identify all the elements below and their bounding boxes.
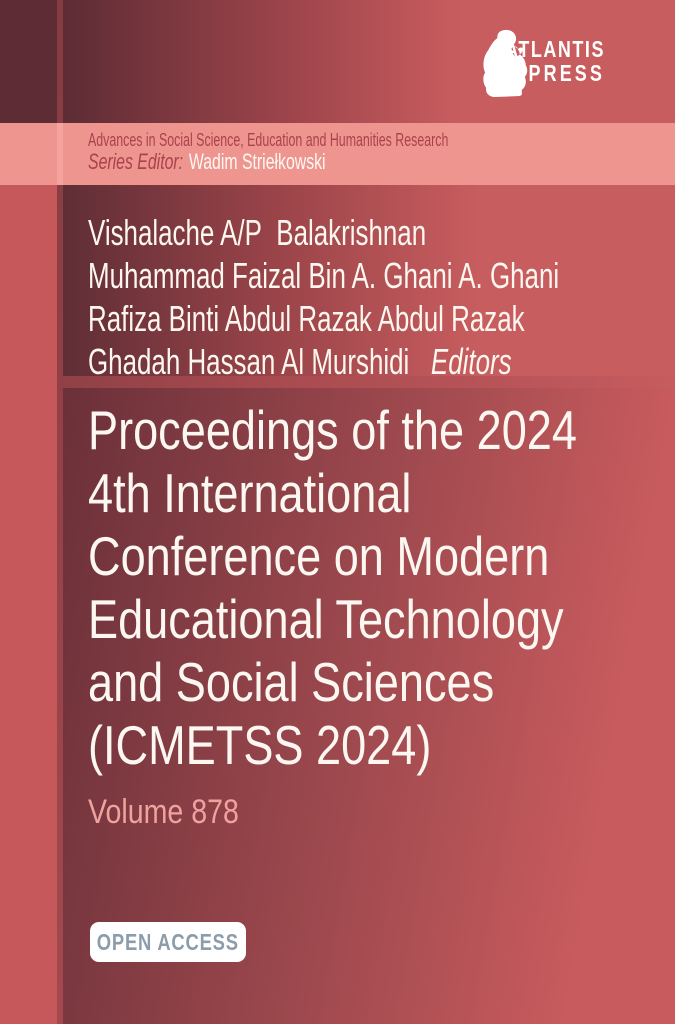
publisher-name-line1: ATLANTIS: [505, 36, 605, 62]
book-title-line: 4th International: [88, 462, 412, 524]
left-stripe: [0, 185, 57, 1024]
editor-name: Muhammad Faizal Bin A. Ghani A. Ghani: [88, 255, 560, 296]
book-title-line: and Social Sciences: [88, 651, 495, 713]
editor-name: Vishalache A/P Balakrishnan: [88, 212, 427, 253]
editors-role-label: Editors: [430, 341, 512, 382]
series-band: [0, 123, 675, 185]
publisher-panel: [63, 0, 675, 123]
book-title: [88, 399, 577, 777]
series-title: Advances in Social Science, Education and Humanities Research: [88, 129, 449, 150]
band-divider: [57, 123, 63, 185]
editor-name: Ghadah Hassan Al Murshidi: [88, 341, 410, 382]
book-title-line: Proceedings of the 2024: [88, 399, 577, 461]
editors-panel: [63, 185, 675, 382]
open-access-badge: [90, 922, 246, 962]
book-title-line: (ICMETSS 2024): [88, 714, 432, 776]
editor-name: Rafiza Binti Abdul Razak Abdul Razak: [88, 298, 525, 339]
editor-line: [88, 340, 559, 383]
open-access-label: OPEN ACCESS: [96, 928, 240, 955]
editors-block: [88, 211, 559, 383]
volume-row: [88, 792, 268, 832]
series-editor-name: Wadim Striełkowski: [188, 149, 326, 174]
title-panel: [63, 388, 675, 1024]
publisher-name-line2: PRESS: [528, 60, 605, 86]
book-title-line: Conference on Modern: [88, 525, 550, 587]
series-editor-label: Series Editor:: [88, 149, 184, 174]
top-left-panel: [0, 0, 57, 123]
volume-label: Volume 878: [88, 793, 239, 831]
book-title-line: Educational Technology: [88, 588, 564, 650]
series-editor-row: [88, 148, 418, 175]
